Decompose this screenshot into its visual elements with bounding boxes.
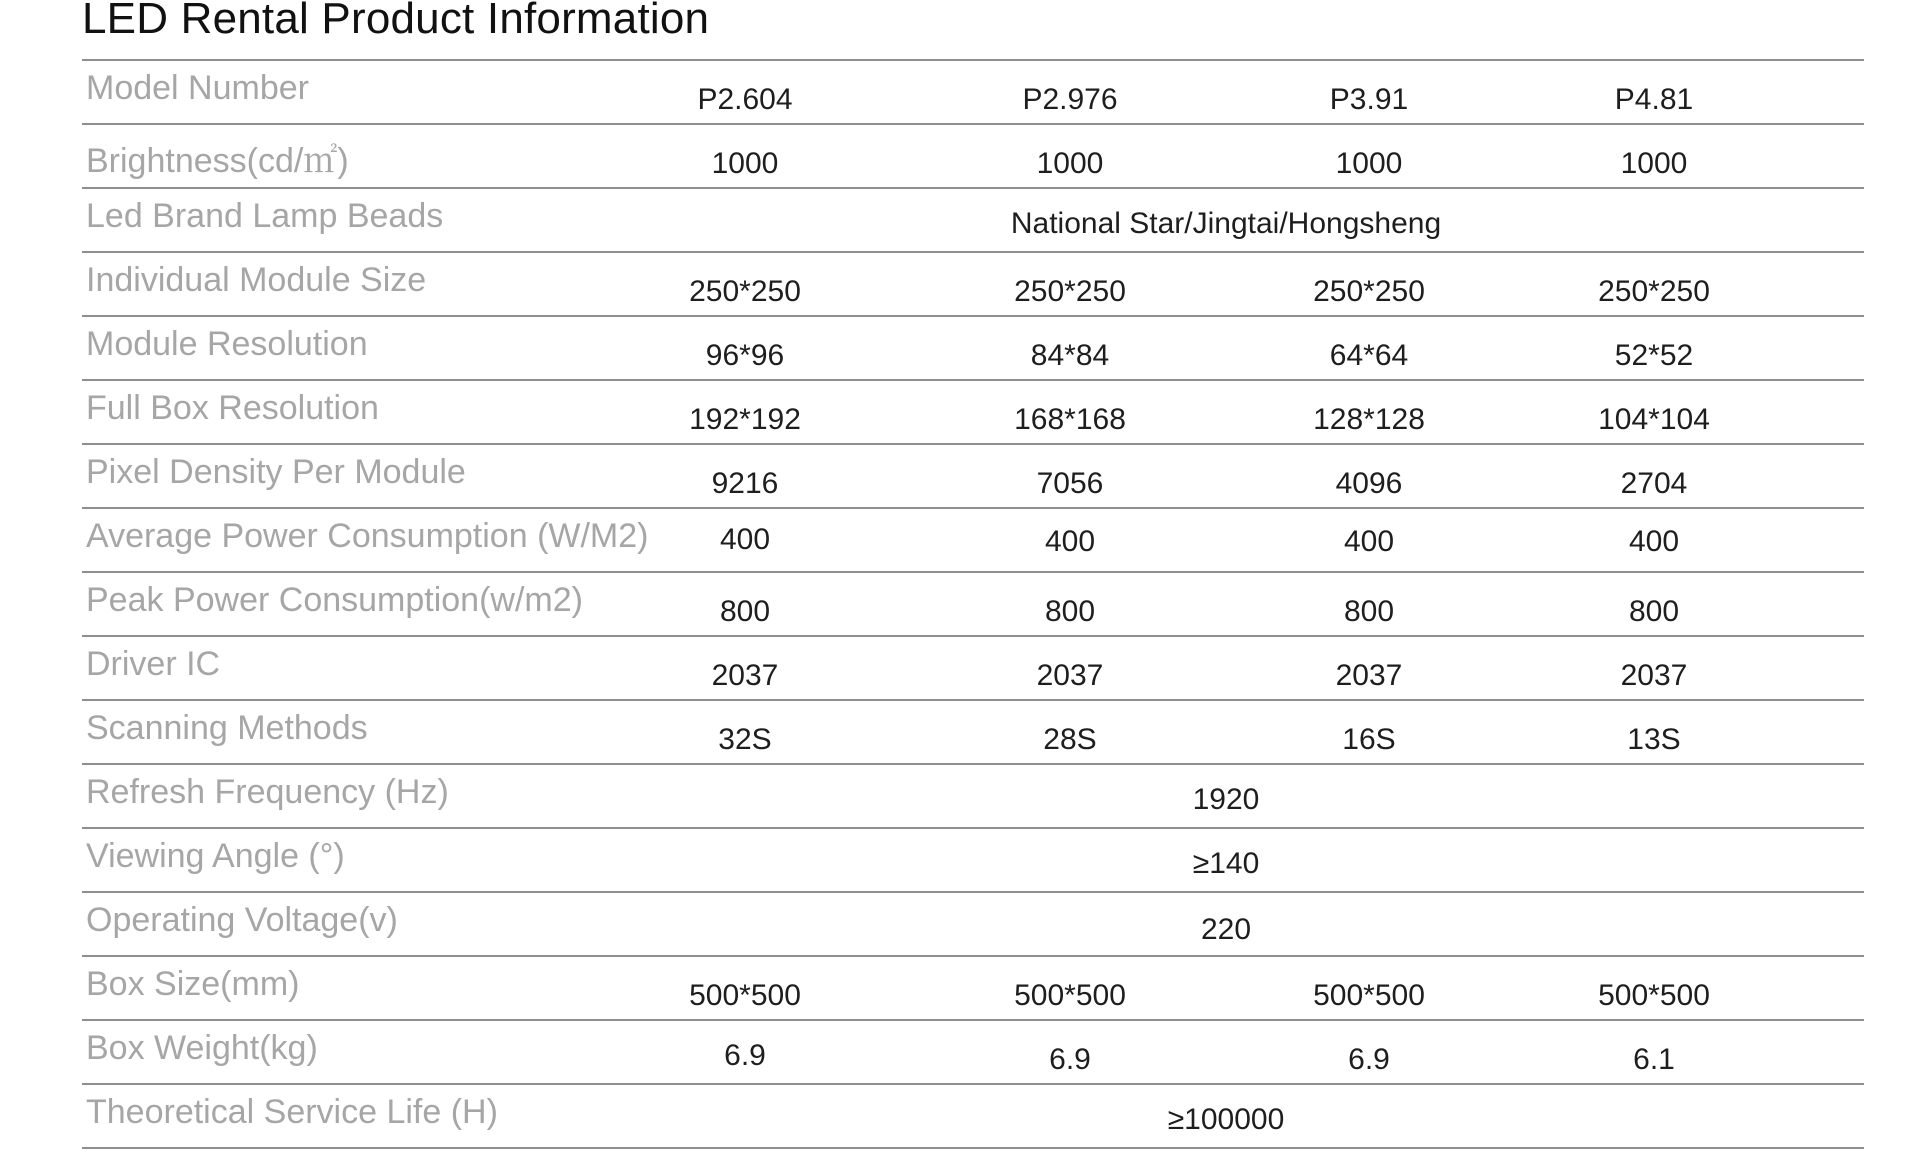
row-label: Box Size(mm) [86,965,300,1003]
table-cell: P2.976 [1022,83,1118,116]
table-cell: 104*104 [1598,403,1710,436]
table-cell: 2037 [1335,659,1403,692]
table-cell: 9216 [711,467,779,500]
table-row-pixel-density [82,445,1864,509]
row-label: Module Resolution [86,325,368,363]
table-cell-span: ≥140 [1192,847,1260,880]
row-label: Led Brand Lamp Beads [86,197,444,235]
table-row-model-number [82,61,1864,125]
table-cell: 1000 [1335,147,1403,180]
table-cell: 2037 [711,659,779,692]
table-cell: 400 [1628,525,1680,558]
table-cell: 1000 [1620,147,1688,180]
row-label: Full Box Resolution [86,389,379,427]
row-label: Refresh Frequency (Hz) [86,773,449,811]
table-row-service-life [82,1085,1864,1149]
table-row-lamp-beads [82,189,1864,253]
table-cell: 96*96 [705,339,785,372]
table-cell: P2.604 [697,83,793,116]
table-cell: 400 [719,523,771,556]
row-label: Average Power Consumption (W/M2) [86,517,649,555]
row-label: Driver IC [86,645,221,683]
table-cell: 168*168 [1014,403,1126,436]
table-row-scanning-methods [82,701,1864,765]
table-cell: 32S [718,723,772,756]
table-cell: 4096 [1335,467,1403,500]
table-cell: 800 [719,595,771,628]
table-cell: 250*250 [689,275,801,308]
row-label: Scanning Methods [86,709,368,747]
table-cell: 400 [1343,525,1395,558]
table-cell: 500*500 [1014,979,1126,1012]
row-label: Pixel Density Per Module [86,453,466,491]
table-cell: 2037 [1036,659,1104,692]
table-cell: 250*250 [1313,275,1425,308]
table-cell: 6.9 [1049,1043,1091,1076]
table-cell: 52*52 [1614,339,1694,372]
table-cell: 2704 [1620,467,1688,500]
row-label: Model Number [86,69,309,107]
table-row-driver-ic [82,637,1864,701]
table-cell: 250*250 [1014,275,1126,308]
table-cell: 800 [1343,595,1395,628]
table-cell: 250*250 [1598,275,1710,308]
table-cell: P3.91 [1329,83,1409,116]
table-cell-span: 220 [1200,913,1252,946]
table-cell: 500*500 [689,979,801,1012]
row-label: Peak Power Consumption(w/m2) [86,581,583,619]
table-cell: 1000 [711,147,779,180]
table-cell: P4.81 [1614,83,1694,116]
table-cell: 28S [1043,723,1097,756]
table-cell: 13S [1627,723,1681,756]
table-cell: 128*128 [1313,403,1425,436]
table-cell: 500*500 [1598,979,1710,1012]
table-row-box-size [82,957,1864,1021]
table-row-box-weight [82,1021,1864,1085]
table-cell: 400 [1044,525,1096,558]
table-cell: 6.9 [1348,1043,1390,1076]
table-cell: 6.1 [1633,1043,1675,1076]
table-cell: 1000 [1036,147,1104,180]
table-cell: 64*64 [1329,339,1409,372]
table-cell: 800 [1044,595,1096,628]
table-row-module-size [82,253,1864,317]
table-cell: 500*500 [1313,979,1425,1012]
row-label: Operating Voltage(v) [86,901,398,939]
table-row-refresh-frequency [82,765,1864,829]
table-cell: 800 [1628,595,1680,628]
table-cell: 7056 [1036,467,1104,500]
table-cell: 6.9 [724,1039,766,1072]
table-cell: 192*192 [689,403,801,436]
table-row-average-power [82,509,1864,573]
spec-table [82,59,1864,1149]
table-cell: 84*84 [1030,339,1110,372]
table-row-peak-power [82,573,1864,637]
table-row-box-resolution [82,381,1864,445]
page-title: LED Rental Product Information [82,0,710,43]
table-cell-span: ≥100000 [1167,1103,1285,1136]
row-label: Viewing Angle (°) [86,837,345,875]
table-cell-span: 1920 [1192,783,1260,816]
row-label: Theoretical Service Life (H) [86,1093,498,1131]
table-row-module-resolution [82,317,1864,381]
row-label: Box Weight(kg) [86,1029,318,1067]
row-label: Brightness(cd/㎡) [86,142,349,180]
table-cell-span: National Star/Jingtai/Hongsheng [1010,207,1442,240]
table-row-viewing-angle [82,829,1864,893]
table-cell: 2037 [1620,659,1688,692]
row-label: Individual Module Size [86,261,427,299]
table-row-operating-voltage [82,893,1864,957]
table-cell: 16S [1342,723,1396,756]
table-row-brightness [82,125,1864,189]
